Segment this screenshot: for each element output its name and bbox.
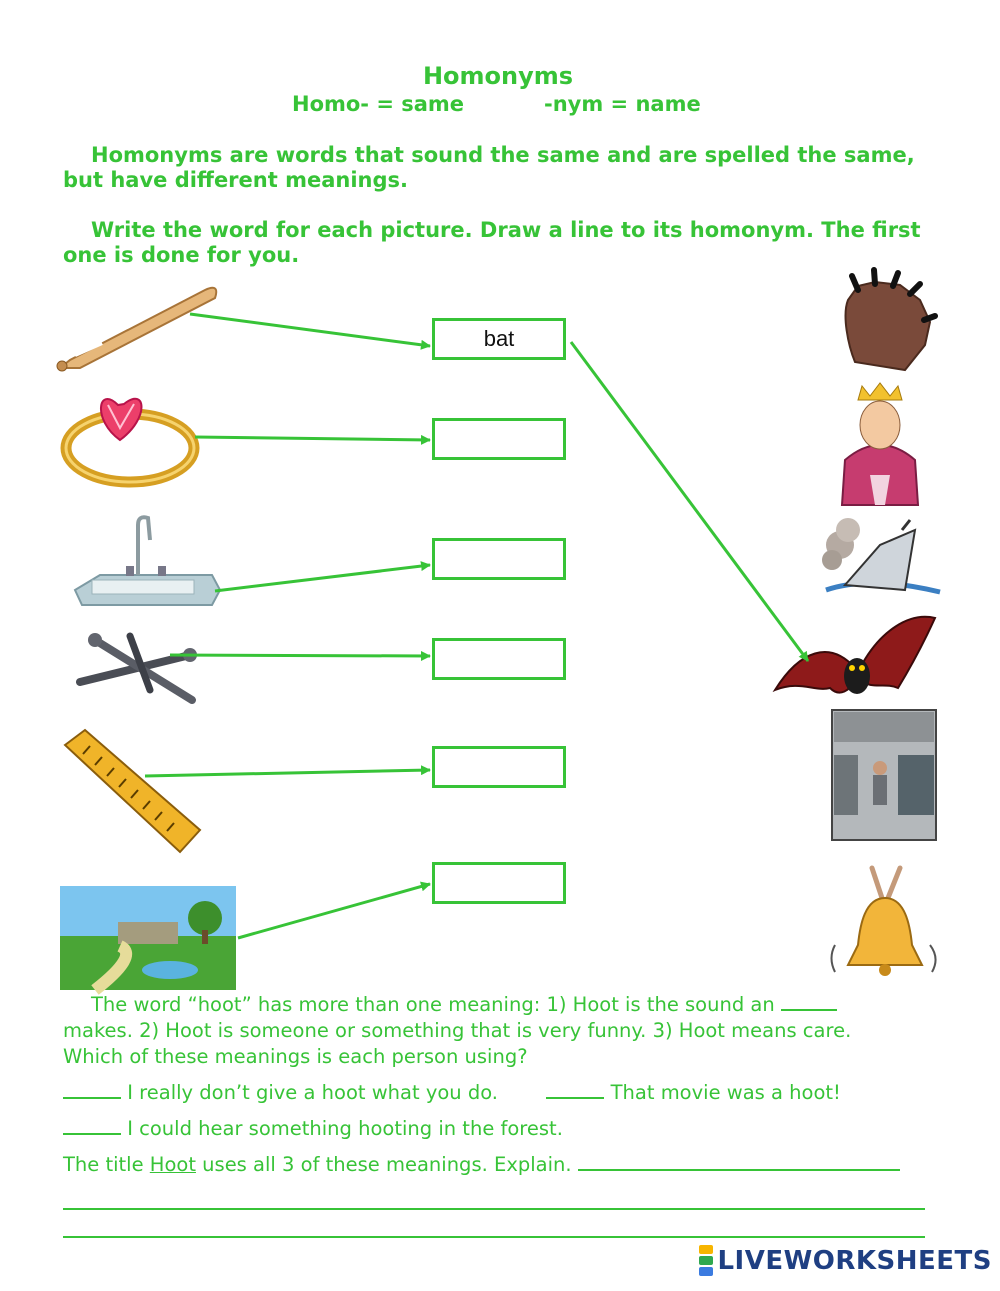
sinking-ship-image: [822, 518, 940, 592]
hand-nails-image: [846, 270, 935, 370]
brand-logo-icon: [699, 1244, 713, 1277]
instructions-text: Write the word for each picture. Draw a line to its homonym. The first one is done for you.: [63, 218, 921, 267]
bat-animal-image: [775, 617, 935, 694]
hoot-intro-c: Which of these meanings is each person using?: [63, 1045, 528, 1068]
answer-box-4[interactable]: [432, 638, 566, 680]
sink-image: [75, 517, 220, 605]
book-title-hoot: Hoot: [149, 1153, 196, 1176]
connector-line: [215, 565, 430, 591]
connector-line: [238, 884, 430, 938]
brand-block: [699, 1256, 713, 1265]
hoot-question: [63, 992, 943, 1070]
brand-block: [699, 1267, 713, 1276]
explain-post: uses all 3 of these meanings. Explain.: [202, 1153, 572, 1176]
answer-input-4[interactable]: [435, 641, 563, 677]
connector-line: [195, 437, 430, 440]
connector-line: [145, 770, 430, 776]
answer-box-1[interactable]: [432, 318, 566, 360]
answer-input-2[interactable]: [435, 421, 563, 457]
nym-definition: -nym = name: [544, 92, 701, 116]
queen-image: [842, 383, 918, 505]
answer-input-6[interactable]: [435, 865, 563, 901]
sentence1-text: I really don’t give a hoot what you do.: [127, 1081, 499, 1104]
hoot-intro-a: The word “hoot” has more than one meaning: 1) Hoot is the sound an: [91, 993, 775, 1016]
sentence-row-2: [63, 1116, 943, 1142]
homo-definition: Homo- = same: [292, 92, 465, 116]
page-title: Homonyms: [422, 62, 574, 90]
parking-garage-image: [832, 710, 936, 840]
liveworksheets-logo: [699, 1244, 992, 1277]
connector-lines: [145, 314, 808, 938]
sentence2-text: That movie was a hoot!: [610, 1081, 841, 1104]
ringing-bell-image: [832, 868, 936, 976]
park-image: [60, 886, 236, 990]
answer-input-1[interactable]: [435, 321, 563, 357]
connector-line: [190, 314, 430, 346]
answer-box-5[interactable]: [432, 746, 566, 788]
brand-block: [699, 1245, 713, 1254]
connector-line: [170, 655, 430, 656]
baseball-bat-image: [57, 288, 216, 371]
nails-image: [80, 633, 197, 700]
connector-line: [571, 342, 808, 661]
answer-line-2[interactable]: [63, 1236, 925, 1238]
sentence3-blank[interactable]: [63, 1133, 121, 1135]
answer-line-1[interactable]: [63, 1208, 925, 1210]
ruler-image: [65, 730, 200, 852]
explain-pre: The title: [63, 1153, 144, 1176]
animal-blank[interactable]: [781, 1009, 837, 1011]
explain-row: [63, 1152, 943, 1178]
sentence1-blank[interactable]: [63, 1097, 121, 1099]
sentence3-text: I could hear something hooting in the forest.: [127, 1117, 563, 1140]
answer-box-3[interactable]: [432, 538, 566, 580]
hoot-intro-b: makes. 2) Hoot is someone or something that is very funny. 3) Hoot means care.: [63, 1019, 852, 1042]
sentence-row-1: [63, 1080, 943, 1106]
answer-input-3[interactable]: [435, 541, 563, 577]
answer-box-6[interactable]: [432, 862, 566, 904]
definition-text: Homonyms are words that sound the same and are spelled the same, but have different meanings.: [63, 143, 915, 192]
explain-blank[interactable]: [578, 1169, 900, 1171]
brand-name: LIVEWORKSHEETS: [717, 1245, 992, 1276]
answer-input-5[interactable]: [435, 749, 563, 785]
sentence2-blank[interactable]: [546, 1097, 604, 1099]
answer-box-2[interactable]: [432, 418, 566, 460]
ring-image: [66, 399, 194, 482]
